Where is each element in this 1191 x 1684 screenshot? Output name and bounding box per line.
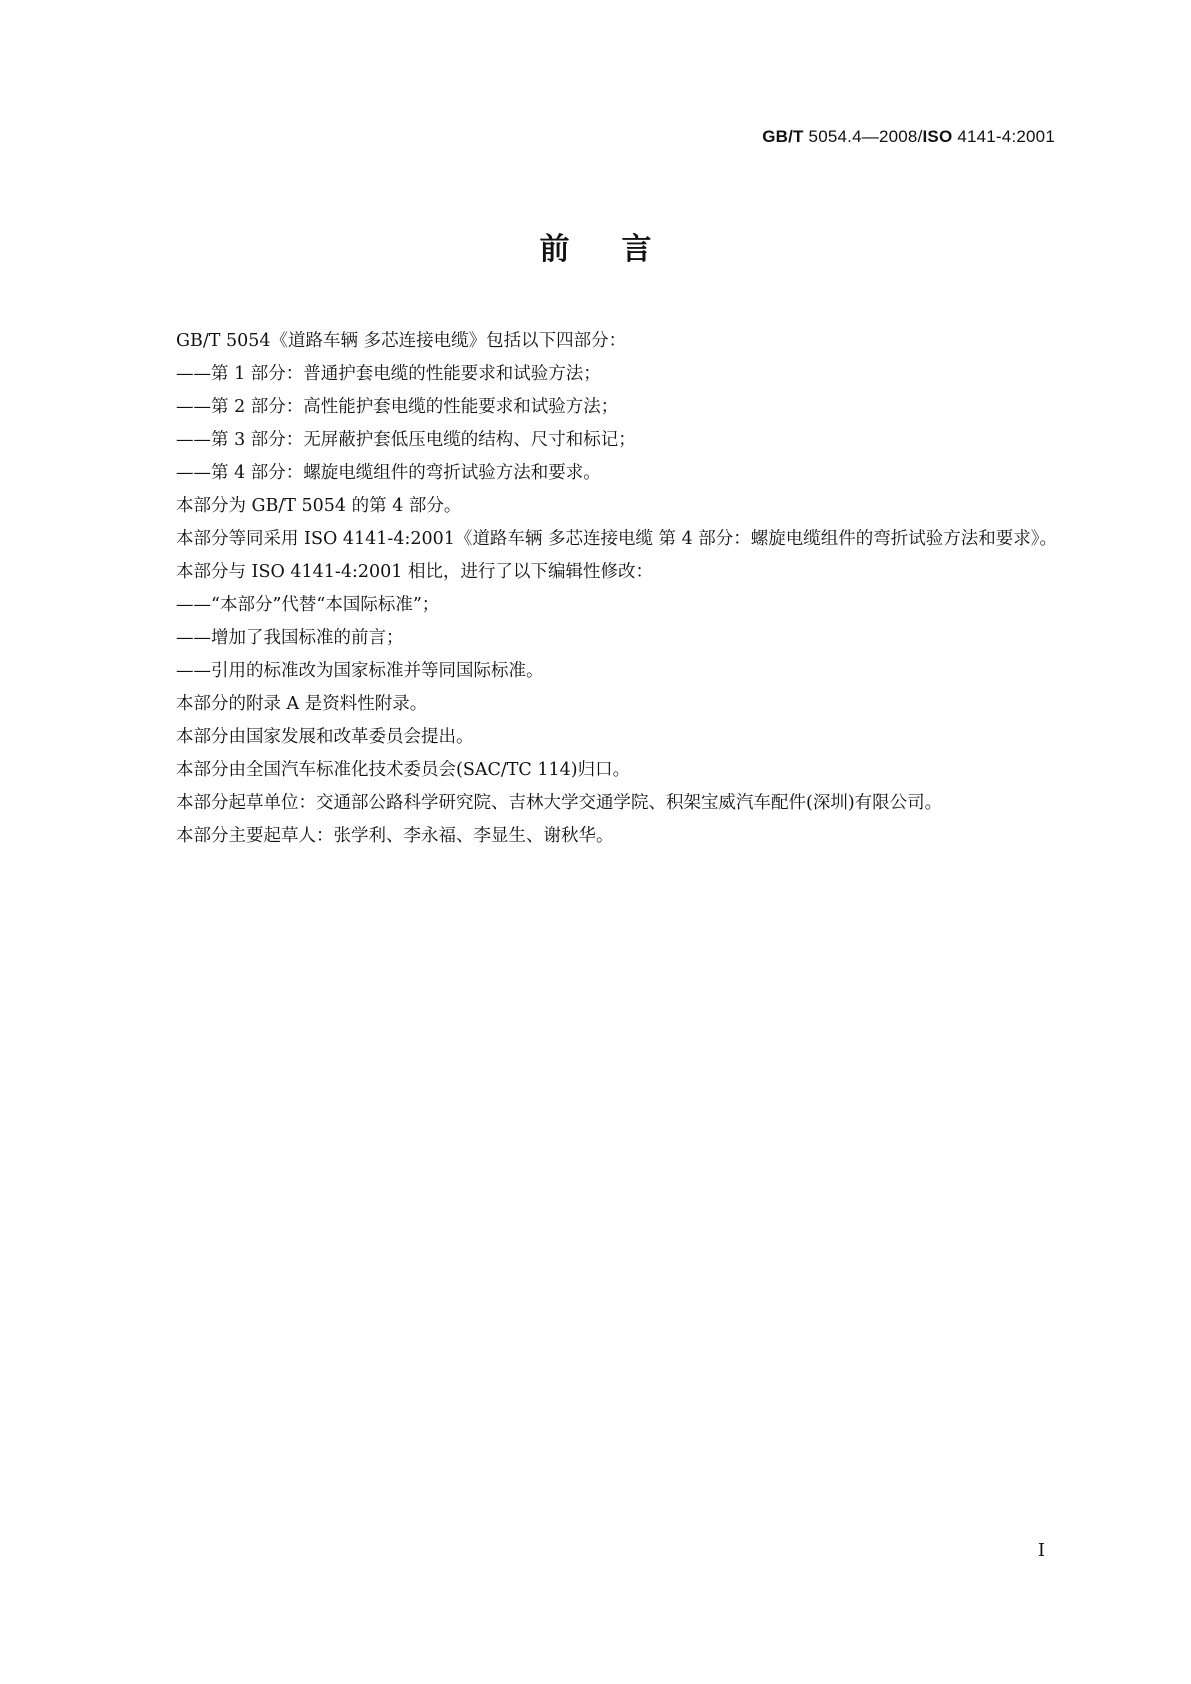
list-item-mod-1: ——“本部分”代替“本国际标准”；: [176, 595, 440, 615]
foreword-body: [124, 325, 1066, 853]
page-title: 前言: [539, 232, 704, 267]
list-item-part-2: ——第 2 部分：高性能护套电缆的性能要求和试验方法；: [176, 397, 619, 417]
paragraph-drafting-units: 本部分起草单位：交通部公路科学研究院、吉林大学交通学院、积架宝威汽车配件(深圳)有限公司。: [176, 793, 943, 813]
paragraph-modifications: 本部分与 ISO 4141-4:2001 相比，进行了以下编辑性修改：: [176, 562, 653, 582]
paragraph-drafters: 本部分主要起草人：张学利、李永福、李显生、谢秋华。: [176, 826, 614, 846]
paragraph-scope: 本部分为 GB/T 5054 的第 4 部分。: [176, 496, 462, 516]
list-item-part-3: ——第 3 部分：无屏蔽护套低压电缆的结构、尺寸和标记；: [176, 430, 636, 450]
iso-prefix: ISO: [922, 127, 953, 146]
page-number: I: [1037, 1540, 1045, 1561]
standard-prefix: GB/T: [762, 127, 804, 146]
iso-number: 4141-4:2001: [952, 127, 1055, 146]
paragraph-equivalence: 本部分等同采用 ISO 4141-4:2001《道路车辆 多芯连接电缆 第 4 部分：螺旋电缆组件的弯折试验方法和要求》。: [176, 529, 1058, 549]
paragraph-annex: 本部分的附录 A 是资料性附录。: [176, 694, 428, 714]
paragraph-intro: GB/T 5054《道路车辆 多芯连接电缆》包括以下四部分：: [176, 331, 627, 351]
standard-number-header: [762, 127, 1055, 147]
list-item-part-4: ——第 4 部分：螺旋电缆组件的弯折试验方法和要求。: [176, 463, 601, 483]
list-item-mod-3: ——引用的标准改为国家标准并等同国际标准。: [176, 661, 544, 681]
standard-number: 5054.4—2008/: [803, 127, 923, 146]
paragraph-proposer: 本部分由国家发展和改革委员会提出。: [176, 727, 474, 747]
list-item-part-1: ——第 1 部分：普通护套电缆的性能要求和试验方法；: [176, 364, 601, 384]
list-item-mod-2: ——增加了我国标准的前言；: [176, 628, 404, 648]
paragraph-committee: 本部分由全国汽车标准化技术委员会(SAC/TC 114)归口。: [176, 760, 631, 780]
